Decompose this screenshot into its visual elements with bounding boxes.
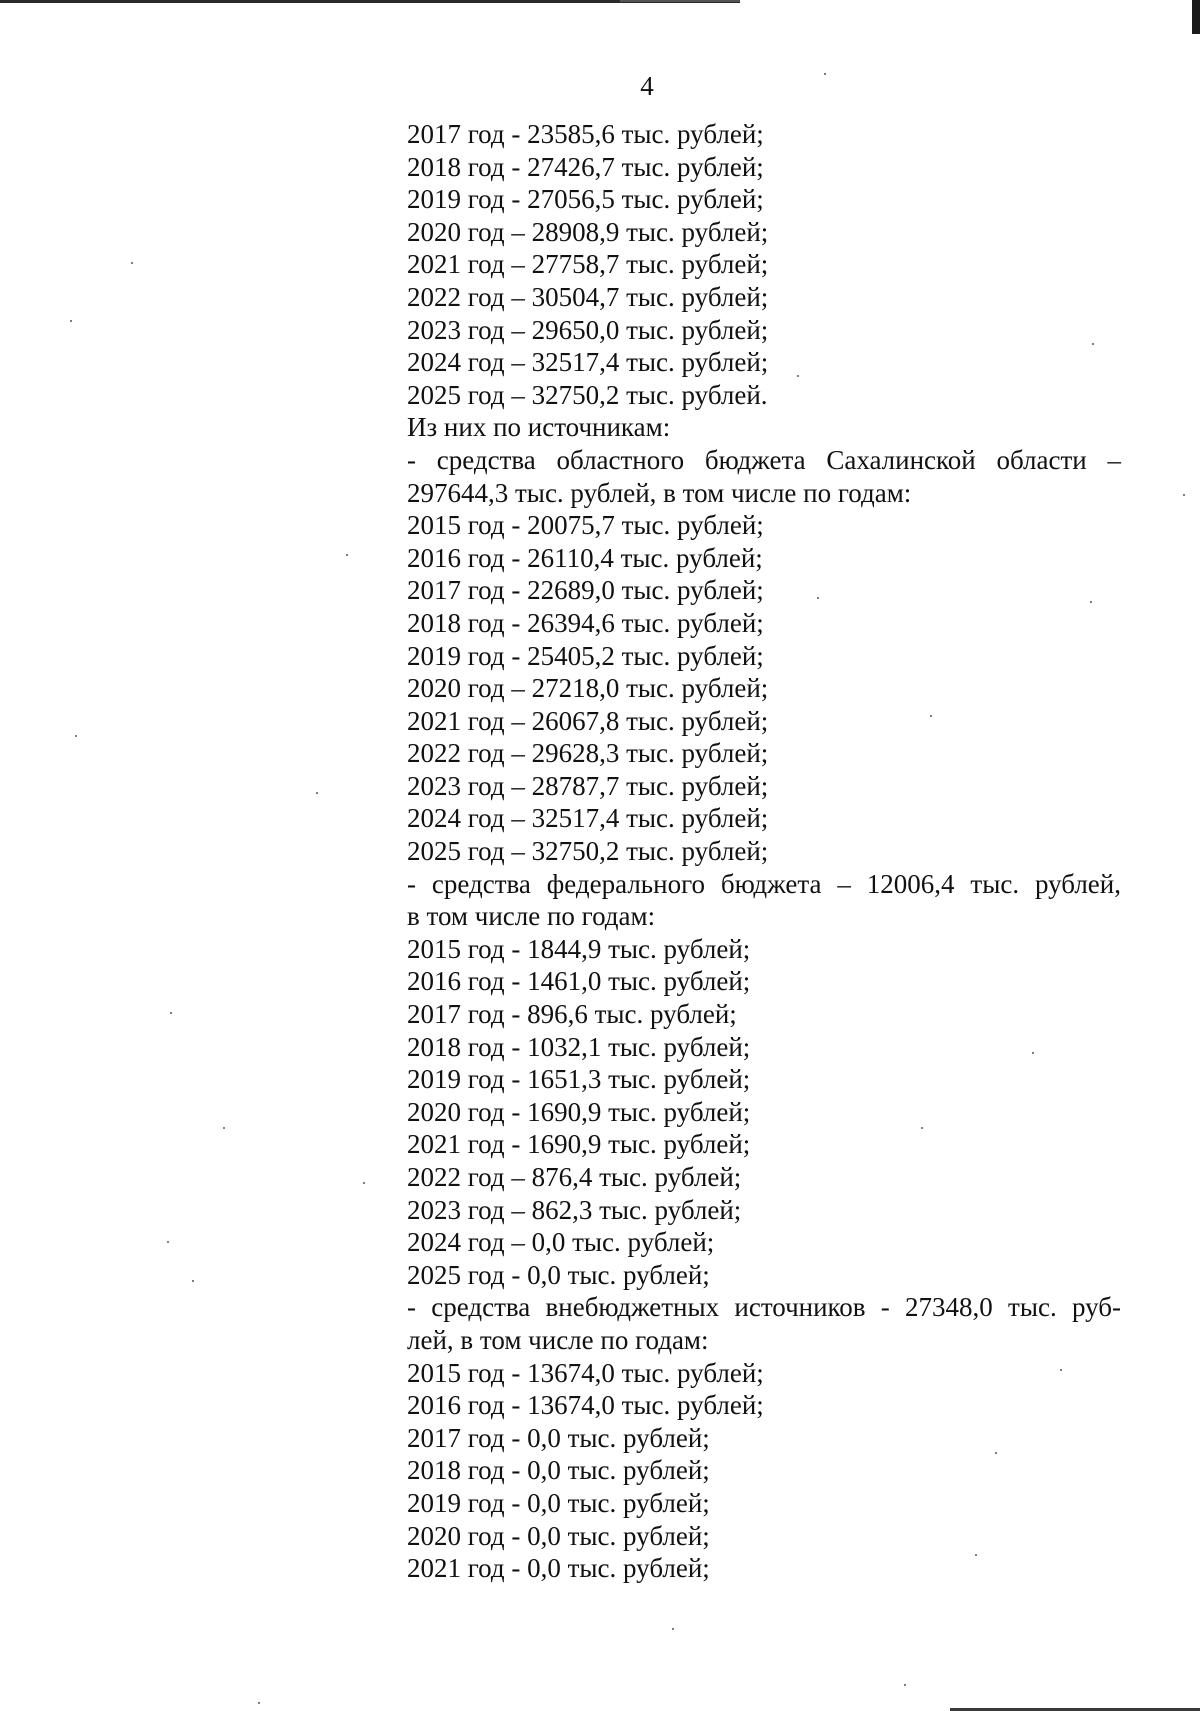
scan-speck [995,1452,997,1454]
text-line: 2023 год – 28787,7 тыс. рублей; [407,770,769,801]
scan-speck [1183,494,1185,496]
text-line: 2019 год - 27056,5 тыс. рублей; [407,184,764,215]
text-line: 2016 год - 1461,0 тыс. рублей; [407,966,751,997]
text-line: 2020 год – 27218,0 тыс. рублей; [407,673,769,704]
text-line: 2024 год – 32517,4 тыс. рублей; [407,803,769,834]
scan-speck [797,375,799,377]
regional-budget-item: - средства областного бюджета Сахалинской области – [407,444,1121,475]
scan-speck [817,597,819,599]
scan-speck [223,1127,225,1129]
scan-speck [75,735,77,737]
text-line: 2021 год - 1690,9 тыс. рублей; [407,1129,751,1160]
text-line: 2018 год - 26394,6 тыс. рублей; [407,607,764,638]
text-line: 2025 год - 0,0 тыс. рублей; [407,1259,710,1290]
scan-speck [1060,1369,1062,1371]
scan-top-edge-fragment [620,0,740,2]
text-line: 2020 год – 28908,9 тыс. рублей; [407,216,769,247]
scan-speck [363,1182,365,1184]
text-line: 2019 год - 25405,2 тыс. рублей; [407,640,764,671]
text-line: 2025 год – 32750,2 тыс. рублей; [407,836,769,867]
text-line: 2017 год - 0,0 тыс. рублей; [407,1422,710,1453]
text-line: 2021 год - 0,0 тыс. рублей; [407,1553,710,1584]
scan-speck [1092,343,1094,345]
text-line: 2018 год - 27426,7 тыс. рублей; [407,151,764,182]
text-line: 2018 год - 0,0 тыс. рублей; [407,1455,710,1486]
text-line: 2021 год – 26067,8 тыс. рублей; [407,705,769,736]
text-line: 2020 год - 1690,9 тыс. рублей; [407,1096,751,1127]
federal-budget-continuation: в том числе по годам: [407,901,656,932]
scan-speck [167,1241,169,1243]
text-line: 2022 год – 30504,7 тыс. рублей; [407,281,769,312]
scan-speck [170,1012,172,1014]
text-line: 2020 год - 0,0 тыс. рублей; [407,1520,710,1551]
text-line: 2017 год - 23585,6 тыс. рублей; [407,119,764,149]
scan-speck [672,1628,674,1630]
extrabudgetary-item: - средства внебюджетных источников - 27348,0 тыс. руб- [407,1292,1121,1323]
text-line: 2025 год – 32750,2 тыс. рублей. [407,379,768,410]
scan-speck [316,792,318,794]
text-line: 2019 год - 0,0 тыс. рублей; [407,1487,710,1518]
text-line: 2017 год - 22689,0 тыс. рублей; [407,575,764,606]
text-line: 2015 год - 13674,0 тыс. рублей; [407,1357,764,1388]
text-line: 2016 год - 13674,0 тыс. рублей; [407,1390,764,1421]
scan-corner-mark [1192,0,1200,34]
scan-speck [1090,601,1092,603]
text-line: 2019 год - 1651,3 тыс. рублей; [407,1064,751,1095]
text-line: 2021 год – 27758,7 тыс. рублей; [407,249,769,280]
scan-speck [192,1280,194,1282]
scan-speck [930,715,932,717]
text-line: 2015 год - 20075,7 тыс. рублей; [407,510,764,541]
sources-heading: Из них по источникам: [407,412,671,443]
regional-budget-total: 297644,3 тыс. рублей, в том числе по годам: [407,477,912,508]
scan-speck [258,1702,260,1704]
text-line: 2022 год – 876,4 тыс. рублей; [407,1162,742,1192]
text-line: 2024 год – 0,0 тыс. рублей; [407,1227,715,1258]
scan-speck [131,262,133,264]
page-number: 4 [640,71,654,101]
scan-speck [70,320,72,322]
text-line: 2023 год – 29650,0 тыс. рублей; [407,314,769,345]
text-line: 2024 год – 32517,4 тыс. рублей; [407,347,769,378]
text-line: 2017 год - 896,6 тыс. рублей; [407,999,737,1030]
text-line: 2023 год – 862,3 тыс. рублей; [407,1194,742,1225]
scan-speck [1032,1052,1034,1054]
text-line: 2016 год - 26110,4 тыс. рублей; [407,542,763,573]
text-line: 2015 год - 1844,9 тыс. рублей; [407,933,751,964]
federal-budget-item: - средства федерального бюджета – 12006,4 тыс. рублей, [407,868,1121,899]
text-line: 2022 год – 29628,3 тыс. рублей; [407,738,769,769]
scan-speck [975,1554,977,1556]
scan-speck [346,554,348,556]
text-line: 2018 год - 1032,1 тыс. рублей; [407,1031,751,1062]
scan-speck [904,1684,906,1686]
document-body [407,118,1121,1585]
extrabudgetary-continuation: лей, в том числе по годам: [407,1324,709,1355]
scan-speck [921,1127,923,1129]
scan-speck [824,73,826,75]
